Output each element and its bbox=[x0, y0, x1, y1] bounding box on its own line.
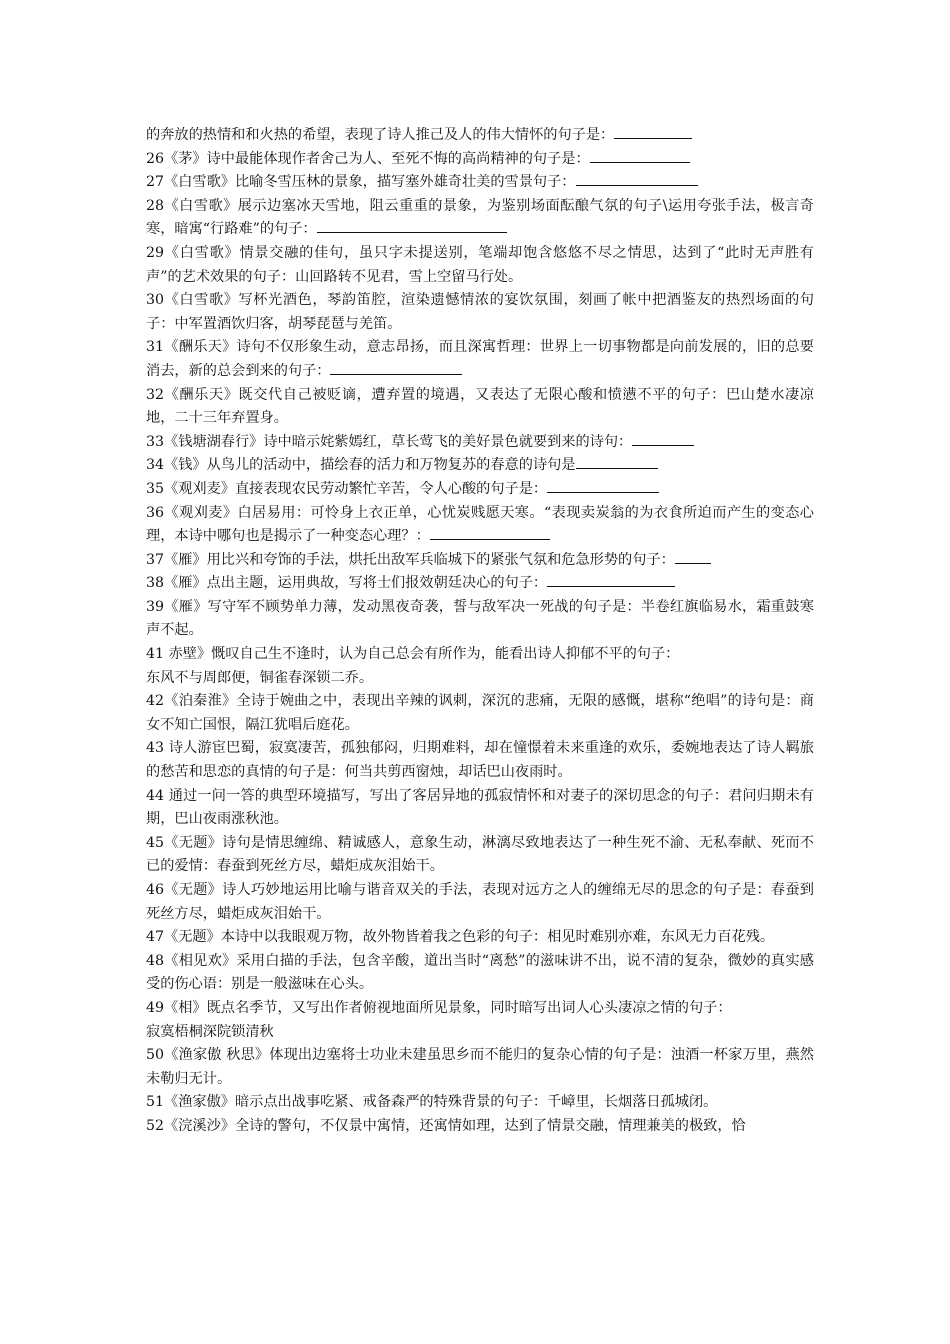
paragraph-49-answer: 寂寞梧桐深院锁清秋 bbox=[146, 1023, 274, 1040]
paragraph-35: 35《观刈麦》直接表现农民劳动繁忙辛苦，令人心酸的句子是： bbox=[146, 478, 814, 502]
paragraph-36: 36《观刈麦》白居易用：可怜身上衣正单，心忧炭贱愿天寒。“表现卖炭翁的为衣食所迫而产生的变态心理，本诗中哪句也是揭示了一种变态心理？： bbox=[146, 504, 814, 545]
document-page bbox=[146, 124, 814, 1139]
paragraph-38: 38《雁》点出主题，运用典故，写将士们报效朝廷决心的句子： bbox=[146, 572, 814, 596]
answer-blank[interactable] bbox=[430, 525, 550, 540]
paragraph-52: 52《浣溪沙》全诗的警句，不仅景中寓情，还寓情如理，达到了情景交融，情理兼美的极致，恰 bbox=[146, 1117, 746, 1134]
paragraph-42: 42《泊秦淮》全诗于婉曲之中，表现出辛辣的讽刺，深沉的悲痛，无限的感慨，堪称“绝唱”的诗句是：商女不知亡国恨，隔江犹唱后庭花。 bbox=[146, 693, 815, 733]
paragraph-49: 49《相》既点名季节，又写出作者俯视地面所见景象，同时暗写出词人心头凄凉之情的句子： bbox=[146, 999, 732, 1016]
answer-blank[interactable] bbox=[576, 171, 698, 186]
answer-blank[interactable] bbox=[547, 572, 675, 587]
paragraph-39: 39《雁》写守军不顾势单力薄，发动黑夜奇袭，誓与敌军决一死战的句子是：半卷红旗临易水，霜重鼓寒声不起。 bbox=[146, 598, 814, 639]
paragraph-31: 31《酬乐天》诗句不仅形象生动，意志昂扬，而且深寓哲理：世界上一切事物都是向前发展的，旧的总要消去，新的总会到来的句子： bbox=[146, 339, 814, 379]
paragraph-43: 43 诗人游宦巴蜀，寂寞凄苦，孤独郁闷，归期难料，却在憧憬着未来重逢的欢乐，委婉地表达了诗人羁旅的愁苦和思恋的真情的句子是：何当共剪西窗烛，却话巴山夜雨时。 bbox=[146, 740, 814, 781]
answer-blank[interactable] bbox=[547, 478, 659, 493]
answer-blank[interactable] bbox=[614, 124, 692, 139]
paragraph-25-cont: 的奔放的热情和和火热的希望，表现了诗人推己及人的伟大情怀的句子是： bbox=[146, 124, 814, 148]
paragraph-45: 45《无题》诗句是情思缠绵、精诚感人，意象生动，淋漓尽致地表达了一种生死不渝、无私奉献、死而不已的爱情：春蚕到死丝方尽，蜡炬成灰泪始干。 bbox=[146, 834, 814, 875]
answer-blank[interactable] bbox=[675, 549, 711, 564]
paragraph-33: 33《钱塘湖春行》诗中暗示姹紫嫣红，草长莺飞的美好景色就要到来的诗句： bbox=[146, 431, 814, 455]
paragraph-50: 50《渔家傲 秋思》体现出边塞将士功业未建虽思乡而不能归的复杂心情的句子是：浊酒一杯家万里，燕然未勒归无计。 bbox=[146, 1047, 814, 1087]
paragraph-30: 30《白雪歌》写杯光酒色，琴韵笛腔，渲染遗憾情浓的宴饮氛围，刻画了帐中把酒鉴友的热烈场面的句子：中军置酒饮归客，胡琴琵琶与羌笛。 bbox=[146, 292, 814, 332]
paragraph-34: 34《钱》从鸟儿的活动中，描绘春的活力和万物复苏的春意的诗句是 bbox=[146, 454, 814, 478]
paragraph-32: 32《酬乐天》既交代自己被贬谪，遭弃置的境遇，又表达了无限心酸和愤懑不平的句子：巴山楚水凄凉地，二十三年弃置身。 bbox=[146, 386, 814, 427]
answer-blank[interactable] bbox=[576, 454, 658, 469]
paragraph-41: 41 赤壁》慨叹自己生不逢时，认为自己总会有所作为，能看出诗人抑郁不平的句子： bbox=[146, 646, 680, 663]
answer-blank[interactable] bbox=[317, 218, 507, 233]
paragraph-41-answer: 东风不与周郎便，铜雀春深锁二乔。 bbox=[146, 669, 374, 686]
paragraph-48: 48《相见欢》采用白描的手法，包含辛酸，道出当时“离愁”的滋味讲不出，说不清的复杂，微妙的真实感受的伤心语：别是一般滋味在心头。 bbox=[146, 952, 814, 993]
paragraph-27: 27《白雪歌》比喻冬雪压林的景象，描写塞外雄奇壮美的雪景句子： bbox=[146, 171, 814, 195]
paragraph-37: 37《雁》用比兴和夸饰的手法，烘托出敌军兵临城下的紧张气氛和危急形势的句子： bbox=[146, 549, 814, 573]
paragraph-51: 51《渔家傲》暗示点出战事吃紧、戒备森严的特殊背景的句子：千嶂里，长烟落日孤城闭。 bbox=[146, 1094, 718, 1111]
answer-blank[interactable] bbox=[590, 148, 690, 163]
paragraph-46: 46《无题》诗人巧妙地运用比喻与谐音双关的手法，表现对远方之人的缠绵无尽的思念的句子是：春蚕到死丝方尽，蜡炬成灰泪始干。 bbox=[146, 882, 814, 922]
paragraph-44: 44 通过一问一答的典型环境描写，写出了客居异地的孤寂情怀和对妻子的深切思念的句子：君问归期未有期，巴山夜雨涨秋池。 bbox=[146, 787, 814, 828]
answer-blank[interactable] bbox=[330, 360, 462, 375]
paragraph-26: 26《茅》诗中最能体现作者舍己为人、至死不悔的高尚精神的句子是： bbox=[146, 148, 814, 172]
paragraph-28: 28《白雪歌》展示边塞冰天雪地，阻云重重的景象，为鉴别场面酝酿气氛的句子\运用夸张手法，极言奇寒，暗寓“行路难”的句子： bbox=[146, 197, 814, 238]
answer-blank[interactable] bbox=[632, 431, 694, 446]
paragraph-29: 29《白雪歌》情景交融的佳句，虽只字未提送别，笔端却饱含悠悠不尽之情思，达到了“此时无声胜有声”的艺术效果的句子：山回路转不见君，雪上空留马行处。 bbox=[146, 244, 814, 285]
paragraph-47: 47《无题》本诗中以我眼观万物，故外物皆着我之色彩的句子：相见时难别亦难，东风无力百花残。 bbox=[146, 929, 775, 946]
